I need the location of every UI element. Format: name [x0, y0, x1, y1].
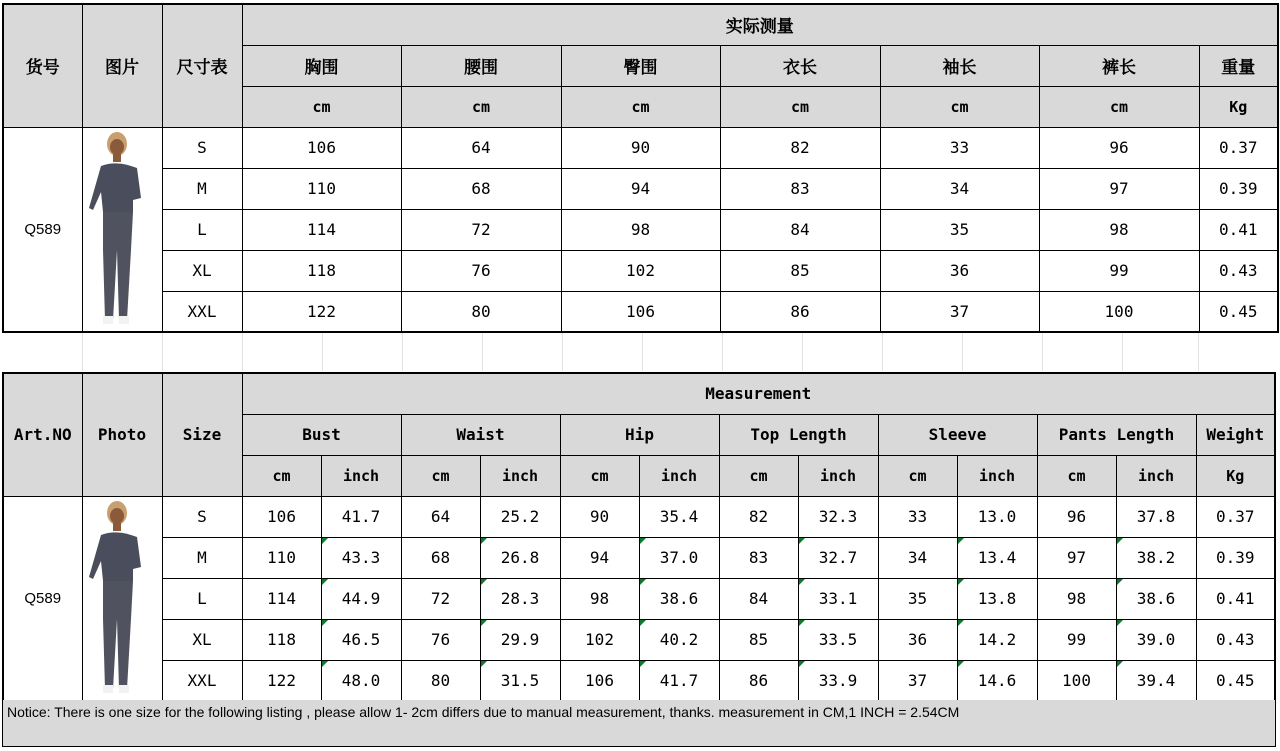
header-column: Pants Length [1037, 414, 1196, 455]
measure-cell: 41.7 [639, 660, 719, 701]
measure-cell: 13.4 [957, 537, 1037, 578]
header-photo: 图片 [82, 4, 162, 127]
unit-label: cm [561, 86, 720, 127]
measure-cell: 85 [720, 250, 880, 291]
measure-cell: 72 [401, 578, 480, 619]
measure-cell: 44.9 [321, 578, 401, 619]
measure-cell: 97 [1039, 168, 1199, 209]
unit-label: cm [880, 86, 1039, 127]
weight-cell: 0.41 [1199, 209, 1278, 250]
weight-cell: 0.45 [1196, 660, 1275, 701]
measure-cell: 38.2 [1116, 537, 1196, 578]
unit-label: cm [560, 455, 639, 496]
measure-cell: 76 [401, 619, 480, 660]
unit-label: inch [480, 455, 560, 496]
size-label: L [162, 209, 242, 250]
unit-label: cm [719, 455, 798, 496]
measure-cell: 37.8 [1116, 496, 1196, 537]
size-label: XXL [162, 291, 242, 332]
spreadsheet-gap [2, 333, 1278, 371]
header-photo: Photo [82, 373, 162, 496]
measure-cell: 14.6 [957, 660, 1037, 701]
measure-cell: 100 [1037, 660, 1116, 701]
unit-label: cm [1037, 455, 1116, 496]
unit-label: cm [401, 455, 480, 496]
header-column: Top Length [719, 414, 878, 455]
measure-cell: 82 [719, 496, 798, 537]
measure-cell: 118 [242, 250, 401, 291]
model-photo-icon [83, 130, 161, 328]
measure-cell: 33 [880, 127, 1039, 168]
measure-cell: 37.0 [639, 537, 719, 578]
unit-label: inch [957, 455, 1037, 496]
header-column: 胸围 [242, 45, 401, 86]
measure-cell: 83 [720, 168, 880, 209]
header-group-measurement: Measurement [242, 373, 1275, 414]
unit-label: inch [798, 455, 878, 496]
size-label: S [162, 496, 242, 537]
table-row [3, 209, 1278, 250]
measure-cell: 72 [401, 209, 561, 250]
measure-cell: 110 [242, 168, 401, 209]
product-photo [82, 127, 162, 332]
measure-cell: 82 [720, 127, 880, 168]
size-label: XL [162, 619, 242, 660]
header-size: Size [162, 373, 242, 496]
table-row [3, 619, 1275, 660]
table-row [3, 250, 1278, 291]
header-column: Bust [242, 414, 401, 455]
unit-label: cm [401, 86, 561, 127]
header-art-no: Art.NO [3, 373, 82, 496]
size-table-chinese [2, 3, 1279, 333]
header-column: Hip [560, 414, 719, 455]
unit-label: cm [878, 455, 957, 496]
measure-cell: 35 [878, 578, 957, 619]
measure-cell: 37 [878, 660, 957, 701]
weight-cell: 0.41 [1196, 578, 1275, 619]
unit-label: Kg [1199, 86, 1278, 127]
measure-cell: 98 [1037, 578, 1116, 619]
size-label: L [162, 578, 242, 619]
measure-cell: 106 [560, 660, 639, 701]
unit-label: inch [1116, 455, 1196, 496]
product-photo [82, 496, 162, 701]
measure-cell: 41.7 [321, 496, 401, 537]
header-column: Waist [401, 414, 560, 455]
size-label: XL [162, 250, 242, 291]
measure-cell: 94 [560, 537, 639, 578]
table-row [3, 291, 1278, 332]
header-weight: Weight [1196, 414, 1275, 455]
measure-cell: 35 [880, 209, 1039, 250]
measure-cell: 33 [878, 496, 957, 537]
measure-cell: 102 [561, 250, 720, 291]
measure-cell: 25.2 [480, 496, 560, 537]
measure-cell: 31.5 [480, 660, 560, 701]
measure-cell: 29.9 [480, 619, 560, 660]
measure-cell: 32.3 [798, 496, 878, 537]
measure-cell: 90 [561, 127, 720, 168]
weight-cell: 0.37 [1199, 127, 1278, 168]
measure-cell: 80 [401, 660, 480, 701]
measure-cell: 38.6 [639, 578, 719, 619]
table-row [3, 127, 1278, 168]
unit-label: inch [321, 455, 401, 496]
unit-label: cm [1039, 86, 1199, 127]
size-label: XXL [162, 660, 242, 701]
table-row [3, 496, 1275, 537]
measure-cell: 110 [242, 537, 321, 578]
measure-cell: 35.4 [639, 496, 719, 537]
measure-cell: 98 [1039, 209, 1199, 250]
measure-cell: 122 [242, 660, 321, 701]
measure-cell: 102 [560, 619, 639, 660]
measure-cell: 96 [1037, 496, 1116, 537]
header-column: 袖长 [880, 45, 1039, 86]
header-group-measurement: 实际测量 [242, 4, 1278, 45]
measure-cell: 98 [561, 209, 720, 250]
measure-cell: 99 [1039, 250, 1199, 291]
size-label: M [162, 168, 242, 209]
weight-cell: 0.37 [1196, 496, 1275, 537]
measure-cell: 26.8 [480, 537, 560, 578]
measure-cell: 100 [1039, 291, 1199, 332]
measure-cell: 86 [720, 291, 880, 332]
measure-cell: 94 [561, 168, 720, 209]
weight-cell: 0.43 [1196, 619, 1275, 660]
unit-label: inch [639, 455, 719, 496]
measure-cell: 36 [880, 250, 1039, 291]
measure-cell: 39.4 [1116, 660, 1196, 701]
measure-cell: 33.9 [798, 660, 878, 701]
measure-cell: 98 [560, 578, 639, 619]
measure-cell: 68 [401, 168, 561, 209]
measure-cell: 36 [878, 619, 957, 660]
unit-label: cm [242, 86, 401, 127]
measure-cell: 34 [878, 537, 957, 578]
measure-cell: 118 [242, 619, 321, 660]
measure-cell: 33.1 [798, 578, 878, 619]
measure-cell: 83 [719, 537, 798, 578]
measure-cell: 43.3 [321, 537, 401, 578]
size-table-english [2, 372, 1276, 702]
unit-label: cm [720, 86, 880, 127]
table-row [3, 537, 1275, 578]
weight-cell: 0.39 [1196, 537, 1275, 578]
header-column: Sleeve [878, 414, 1037, 455]
header-column: 腰围 [401, 45, 561, 86]
measure-cell: 40.2 [639, 619, 719, 660]
table-row [3, 578, 1275, 619]
measure-cell: 34 [880, 168, 1039, 209]
measure-cell: 28.3 [480, 578, 560, 619]
weight-cell: 0.43 [1199, 250, 1278, 291]
measure-cell: 96 [1039, 127, 1199, 168]
measure-cell: 86 [719, 660, 798, 701]
unit-label: Kg [1196, 455, 1275, 496]
notice-text: Notice: There is one size for the following listing , please allow 1- 2cm differs due to manual measurement, thanks. measurement in CM,1 INCH = 2.54CM [2, 700, 1276, 747]
measure-cell: 13.0 [957, 496, 1037, 537]
weight-cell: 0.39 [1199, 168, 1278, 209]
measure-cell: 85 [719, 619, 798, 660]
measure-cell: 114 [242, 209, 401, 250]
header-weight: 重量 [1199, 45, 1278, 86]
measure-cell: 80 [401, 291, 561, 332]
size-label: M [162, 537, 242, 578]
measure-cell: 38.6 [1116, 578, 1196, 619]
measure-cell: 76 [401, 250, 561, 291]
measure-cell: 97 [1037, 537, 1116, 578]
measure-cell: 64 [401, 127, 561, 168]
measure-cell: 90 [560, 496, 639, 537]
header-size-chart: 尺寸表 [162, 4, 242, 127]
table-row [3, 660, 1275, 701]
size-label: S [162, 127, 242, 168]
measure-cell: 106 [242, 127, 401, 168]
header-column: 裤长 [1039, 45, 1199, 86]
measure-cell: 99 [1037, 619, 1116, 660]
measure-cell: 114 [242, 578, 321, 619]
measure-cell: 122 [242, 291, 401, 332]
measure-cell: 106 [561, 291, 720, 332]
measure-cell: 33.5 [798, 619, 878, 660]
measure-cell: 39.0 [1116, 619, 1196, 660]
measure-cell: 46.5 [321, 619, 401, 660]
measure-cell: 106 [242, 496, 321, 537]
table-row [3, 168, 1278, 209]
measure-cell: 14.2 [957, 619, 1037, 660]
model-photo-icon [83, 499, 161, 697]
art-number: Q589 [3, 127, 82, 332]
measure-cell: 84 [719, 578, 798, 619]
measure-cell: 68 [401, 537, 480, 578]
unit-label: cm [242, 455, 321, 496]
weight-cell: 0.45 [1199, 291, 1278, 332]
measure-cell: 48.0 [321, 660, 401, 701]
art-number: Q589 [3, 496, 82, 701]
header-art-no: 货号 [3, 4, 82, 127]
measure-cell: 13.8 [957, 578, 1037, 619]
measure-cell: 84 [720, 209, 880, 250]
header-column: 衣长 [720, 45, 880, 86]
measure-cell: 37 [880, 291, 1039, 332]
measure-cell: 64 [401, 496, 480, 537]
header-column: 臀围 [561, 45, 720, 86]
measure-cell: 32.7 [798, 537, 878, 578]
